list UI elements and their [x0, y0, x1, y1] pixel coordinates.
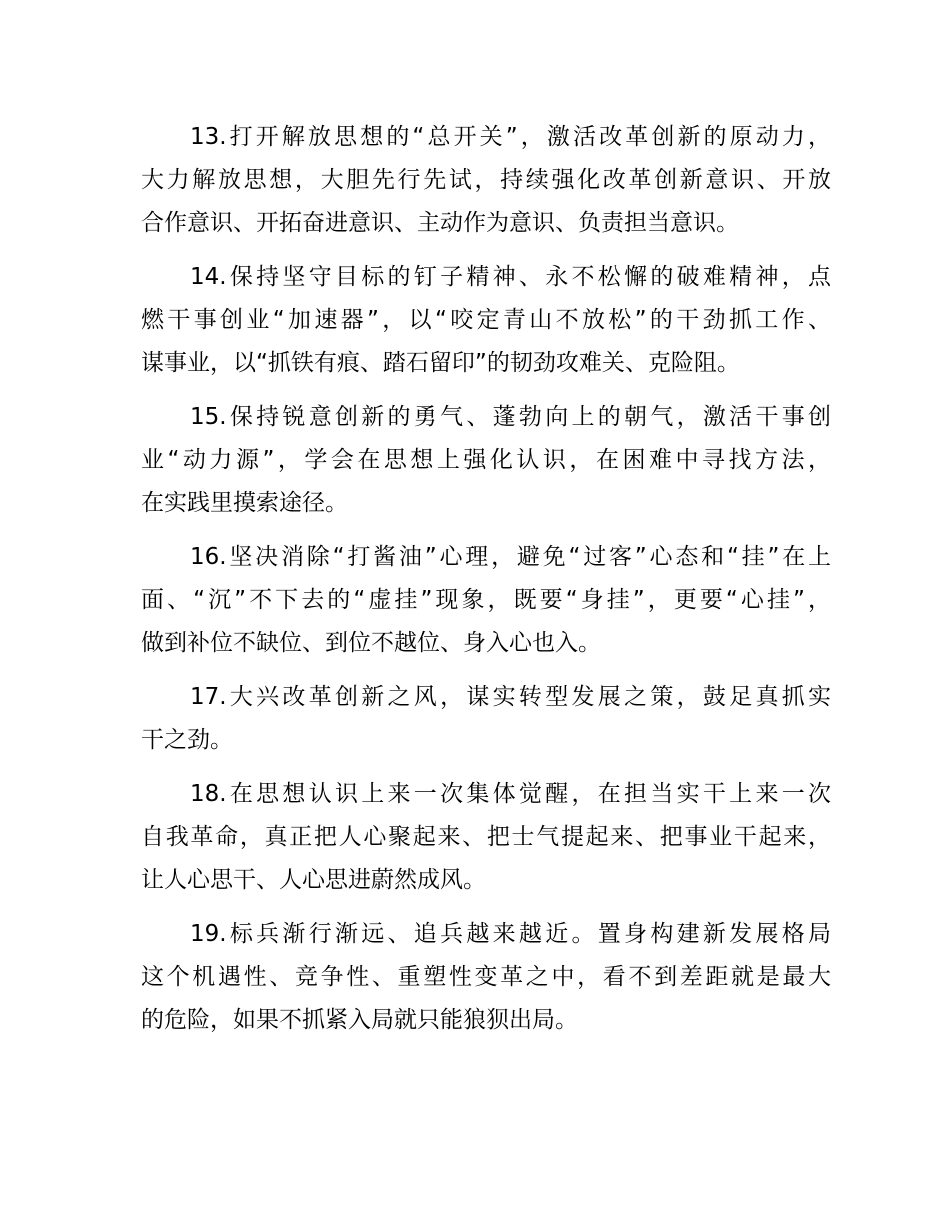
- paragraph-line: 谋事业，以“抓铁有痕、踏石留印”的韧劲攻难关、克险阻。: [141, 350, 740, 376]
- paragraph-line: 业“动力源”，学会在思想上强化认识，在困难中寻找方法，: [141, 447, 831, 473]
- paragraph-line: 大力解放思想，大胆先行先试，持续强化改革创新意识、开放: [141, 167, 831, 193]
- paragraph-line: 16.坚决消除“打酱油”心理，避免“过客”心态和“挂”在上: [190, 544, 831, 570]
- document-page: [141, 116, 831, 1053]
- paragraph-line: 自我革命，真正把人心聚起来、把士气提起来、把事业干起来，: [141, 824, 831, 850]
- paragraph-line: 13.打开解放思想的“总开关”，激活改革创新的原动力，: [190, 124, 831, 150]
- paragraph-line: 让人心思干、人心思进蔚然成风。: [141, 867, 486, 893]
- paragraph-16: [141, 536, 831, 665]
- paragraph-line: 这个机遇性、竞争性、重塑性变革之中，看不到差距就是最大: [141, 964, 831, 990]
- paragraph-15: [141, 396, 831, 525]
- paragraph-line: 15.保持锐意创新的勇气、蓬勃向上的朝气，激活干事创: [190, 404, 831, 430]
- paragraph-line: 18.在思想认识上来一次集体觉醒，在担当实干上来一次: [190, 781, 831, 807]
- paragraph-line: 燃干事创业“加速器”，以“咬定青山不放松”的干劲抓工作、: [141, 307, 831, 333]
- paragraph-line: 14.保持坚守目标的钉子精神、永不松懈的破难精神，点: [190, 264, 831, 290]
- paragraph-13: [141, 116, 831, 245]
- paragraph-line: 做到补位不缺位、到位不越位、身入心也入。: [141, 630, 601, 656]
- paragraph-17: [141, 676, 831, 762]
- paragraph-line: 17.大兴改革创新之风，谋实转型发展之策，鼓足真抓实: [190, 684, 831, 710]
- paragraph-18: [141, 773, 831, 902]
- paragraph-19: [141, 913, 831, 1042]
- paragraph-line: 的危险，如果不抓紧入局就只能狼狈出局。: [141, 1007, 578, 1033]
- paragraph-line: 19.标兵渐行渐远、追兵越来越近。置身构建新发展格局: [190, 921, 831, 947]
- paragraph-14: [141, 256, 831, 385]
- paragraph-line: 合作意识、开拓奋进意识、主动作为意识、负责担当意识。: [141, 210, 739, 236]
- paragraph-line: 干之劲。: [141, 727, 233, 753]
- paragraph-line: 面、“沉”不下去的“虚挂”现象，既要“身挂”，更要“心挂”，: [141, 587, 831, 613]
- paragraph-line: 在实践里摸索途径。: [141, 490, 348, 516]
